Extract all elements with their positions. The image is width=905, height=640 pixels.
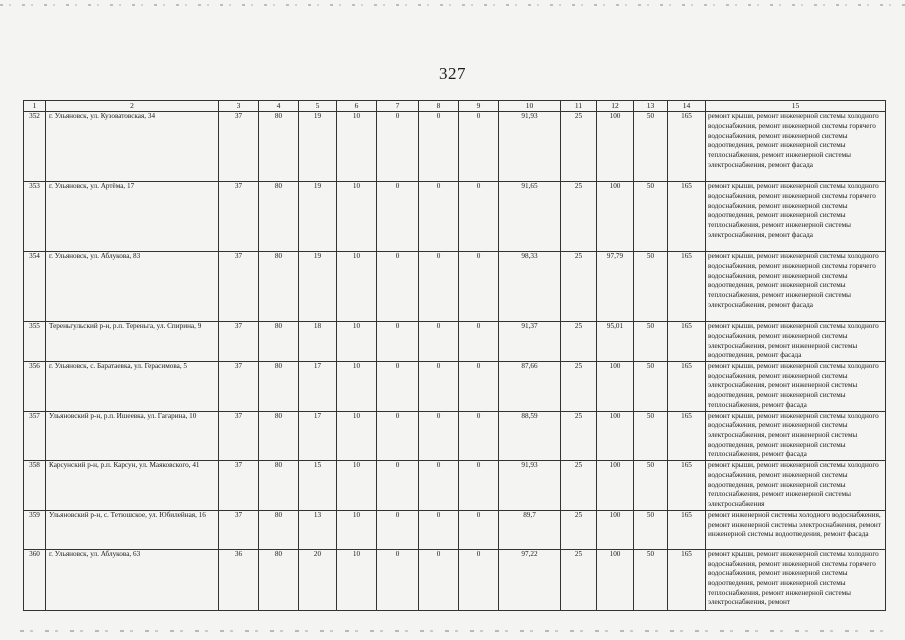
works-cell: ремонт крыши, ремонт инженерной системы холодного водоснабжения, ремонт инженерной системы горячего водоснабжения, ремонт инженерной системы водоотведения, ремонт инженерной системы теплоснабжения, ремонт инженерной системы электроснабжения, ремонт фасада <box>706 182 886 252</box>
works-cell: ремонт крыши, ремонт инженерной системы холодного водоснабжения, ремонт инженерной системы электроснабжения, ремонт инженерной системы водоотведения, ремонт инженерной системы теплоснабжения, ремонт фасада <box>706 362 886 412</box>
value-cell: 37 <box>219 461 259 511</box>
registry-table <box>23 100 886 611</box>
column-header: 5 <box>299 101 337 112</box>
value-cell: 0 <box>459 112 499 182</box>
value-cell: 165 <box>668 411 706 461</box>
value-cell: 91,37 <box>499 322 561 362</box>
column-header: 4 <box>259 101 299 112</box>
page-number: 327 <box>439 64 466 83</box>
value-cell: 100 <box>597 362 634 412</box>
table-row <box>24 182 886 252</box>
column-header: 9 <box>459 101 499 112</box>
value-cell: 17 <box>299 411 337 461</box>
table-row <box>24 322 886 362</box>
value-cell: 80 <box>259 252 299 322</box>
value-cell: 165 <box>668 322 706 362</box>
value-cell: 25 <box>561 112 597 182</box>
value-cell: 100 <box>597 549 634 610</box>
value-cell: 0 <box>419 549 459 610</box>
value-cell: 0 <box>459 182 499 252</box>
column-header: 11 <box>561 101 597 112</box>
value-cell: 10 <box>337 362 377 412</box>
value-cell: 50 <box>634 322 668 362</box>
value-cell: 89,7 <box>499 510 561 549</box>
value-cell: 165 <box>668 549 706 610</box>
value-cell: 20 <box>299 549 337 610</box>
value-cell: 50 <box>634 510 668 549</box>
value-cell: 37 <box>219 182 259 252</box>
row-number: 353 <box>24 182 46 252</box>
value-cell: 0 <box>419 182 459 252</box>
value-cell: 100 <box>597 411 634 461</box>
column-header: 10 <box>499 101 561 112</box>
table-row <box>24 461 886 511</box>
table-row <box>24 112 886 182</box>
value-cell: 15 <box>299 461 337 511</box>
column-header: 12 <box>597 101 634 112</box>
value-cell: 0 <box>377 112 419 182</box>
works-cell: ремонт крыши, ремонт инженерной системы холодного водоснабжения, ремонт инженерной системы горячего водоснабжения, ремонт инженерной системы водоотведения, ремонт инженерной системы теплоснабжения, ремонт инженерной системы электроснабжения, ремонт <box>706 549 886 610</box>
value-cell: 19 <box>299 112 337 182</box>
column-header: 3 <box>219 101 259 112</box>
column-number-row <box>24 101 886 112</box>
value-cell: 10 <box>337 112 377 182</box>
value-cell: 50 <box>634 252 668 322</box>
row-number: 359 <box>24 510 46 549</box>
value-cell: 80 <box>259 549 299 610</box>
row-number: 354 <box>24 252 46 322</box>
row-number: 357 <box>24 411 46 461</box>
value-cell: 37 <box>219 510 259 549</box>
value-cell: 97,22 <box>499 549 561 610</box>
value-cell: 97,79 <box>597 252 634 322</box>
row-number: 358 <box>24 461 46 511</box>
value-cell: 0 <box>459 322 499 362</box>
works-cell: ремонт крыши, ремонт инженерной системы холодного водоснабжения, ремонт инженерной системы электроснабжения, ремонт инженерной системы водоотведения, ремонт фасада <box>706 322 886 362</box>
value-cell: 25 <box>561 549 597 610</box>
value-cell: 36 <box>219 549 259 610</box>
works-cell: ремонт инженерной системы холодного водоснабжения, ремонт инженерной системы электроснабжения, ремонт инженерной системы водоотведения, ремонт фасада <box>706 510 886 549</box>
value-cell: 80 <box>259 112 299 182</box>
value-cell: 17 <box>299 362 337 412</box>
column-header: 2 <box>46 101 219 112</box>
value-cell: 0 <box>419 112 459 182</box>
value-cell: 50 <box>634 461 668 511</box>
value-cell: 165 <box>668 510 706 549</box>
works-cell: ремонт крыши, ремонт инженерной системы холодного водоснабжения, ремонт инженерной системы электроснабжения, ремонт инженерной системы водоотведения, ремонт инженерной системы теплоснабжения, ремонт фасада <box>706 411 886 461</box>
value-cell: 0 <box>419 411 459 461</box>
address-cell: г. Ульяновск, ул. Кузоватовская, 34 <box>46 112 219 182</box>
value-cell: 165 <box>668 112 706 182</box>
value-cell: 0 <box>459 510 499 549</box>
value-cell: 0 <box>459 362 499 412</box>
value-cell: 10 <box>337 411 377 461</box>
value-cell: 0 <box>377 510 419 549</box>
column-header: 6 <box>337 101 377 112</box>
value-cell: 10 <box>337 549 377 610</box>
address-cell: г. Ульяновск, с. Баратаевка, ул. Герасимова, 5 <box>46 362 219 412</box>
value-cell: 37 <box>219 112 259 182</box>
value-cell: 25 <box>561 411 597 461</box>
works-cell: ремонт крыши, ремонт инженерной системы холодного водоснабжения, ремонт инженерной системы горячего водоснабжения, ремонт инженерной системы водоотведения, ремонт инженерной системы теплоснабжения, ремонт инженерной системы электроснабжения, ремонт фасада <box>706 112 886 182</box>
value-cell: 25 <box>561 252 597 322</box>
value-cell: 0 <box>459 461 499 511</box>
value-cell: 100 <box>597 112 634 182</box>
works-cell: ремонт крыши, ремонт инженерной системы холодного водоснабжения, ремонт инженерной системы водоотведения, ремонт инженерной системы теплоснабжения, ремонт инженерной системы электроснабжения <box>706 461 886 511</box>
value-cell: 80 <box>259 322 299 362</box>
column-header: 13 <box>634 101 668 112</box>
table-row <box>24 252 886 322</box>
address-cell: Ульяновский р-н, с. Тетюшское, ул. Юбилейная, 16 <box>46 510 219 549</box>
value-cell: 0 <box>377 461 419 511</box>
value-cell: 0 <box>459 252 499 322</box>
value-cell: 0 <box>419 510 459 549</box>
value-cell: 0 <box>377 411 419 461</box>
column-header: 7 <box>377 101 419 112</box>
address-cell: Карсунский р-н, р.п. Карсун, ул. Маяковского, 41 <box>46 461 219 511</box>
table-row <box>24 362 886 412</box>
works-cell: ремонт крыши, ремонт инженерной системы холодного водоснабжения, ремонт инженерной системы горячего водоснабжения, ремонт инженерной системы водоотведения, ремонт инженерной системы теплоснабжения, ремонт инженерной системы электроснабжения, ремонт фасада <box>706 252 886 322</box>
value-cell: 0 <box>419 252 459 322</box>
value-cell: 19 <box>299 182 337 252</box>
value-cell: 80 <box>259 362 299 412</box>
column-header: 14 <box>668 101 706 112</box>
value-cell: 37 <box>219 411 259 461</box>
value-cell: 165 <box>668 362 706 412</box>
value-cell: 25 <box>561 362 597 412</box>
value-cell: 37 <box>219 362 259 412</box>
value-cell: 0 <box>419 322 459 362</box>
value-cell: 80 <box>259 182 299 252</box>
value-cell: 10 <box>337 252 377 322</box>
row-number: 355 <box>24 322 46 362</box>
address-cell: г. Ульяновск, ул. Аблукова, 83 <box>46 252 219 322</box>
column-header: 15 <box>706 101 886 112</box>
value-cell: 0 <box>377 549 419 610</box>
value-cell: 10 <box>337 322 377 362</box>
row-number: 360 <box>24 549 46 610</box>
value-cell: 88,59 <box>499 411 561 461</box>
value-cell: 25 <box>561 182 597 252</box>
table-row <box>24 549 886 610</box>
value-cell: 0 <box>377 362 419 412</box>
value-cell: 19 <box>299 252 337 322</box>
value-cell: 0 <box>377 182 419 252</box>
value-cell: 10 <box>337 182 377 252</box>
value-cell: 165 <box>668 252 706 322</box>
column-header: 8 <box>419 101 459 112</box>
value-cell: 80 <box>259 510 299 549</box>
address-cell: Ульяновский р-н, р.п. Ишеевка, ул. Гагарина, 10 <box>46 411 219 461</box>
value-cell: 18 <box>299 322 337 362</box>
address-cell: г. Ульяновск, ул. Аблукова, 63 <box>46 549 219 610</box>
value-cell: 0 <box>419 461 459 511</box>
value-cell: 165 <box>668 461 706 511</box>
value-cell: 50 <box>634 112 668 182</box>
value-cell: 80 <box>259 461 299 511</box>
address-cell: г. Ульяновск, ул. Артёма, 17 <box>46 182 219 252</box>
value-cell: 37 <box>219 322 259 362</box>
row-number: 356 <box>24 362 46 412</box>
value-cell: 25 <box>561 461 597 511</box>
value-cell: 25 <box>561 322 597 362</box>
row-number: 352 <box>24 112 46 182</box>
value-cell: 37 <box>219 252 259 322</box>
value-cell: 165 <box>668 182 706 252</box>
value-cell: 0 <box>377 252 419 322</box>
value-cell: 80 <box>259 411 299 461</box>
column-header: 1 <box>24 101 46 112</box>
value-cell: 0 <box>459 549 499 610</box>
scan-edge-bottom <box>20 630 885 632</box>
value-cell: 100 <box>597 461 634 511</box>
value-cell: 87,66 <box>499 362 561 412</box>
value-cell: 100 <box>597 510 634 549</box>
address-cell: Тереньгульский р-н, р.п. Тереньга, ул. Спирина, 9 <box>46 322 219 362</box>
value-cell: 91,93 <box>499 461 561 511</box>
value-cell: 95,01 <box>597 322 634 362</box>
value-cell: 50 <box>634 549 668 610</box>
value-cell: 10 <box>337 461 377 511</box>
table-row <box>24 411 886 461</box>
value-cell: 91,65 <box>499 182 561 252</box>
table-row <box>24 510 886 549</box>
value-cell: 0 <box>419 362 459 412</box>
value-cell: 91,93 <box>499 112 561 182</box>
value-cell: 13 <box>299 510 337 549</box>
value-cell: 10 <box>337 510 377 549</box>
value-cell: 100 <box>597 182 634 252</box>
value-cell: 25 <box>561 510 597 549</box>
value-cell: 50 <box>634 362 668 412</box>
value-cell: 50 <box>634 411 668 461</box>
value-cell: 0 <box>377 322 419 362</box>
value-cell: 98,33 <box>499 252 561 322</box>
value-cell: 50 <box>634 182 668 252</box>
value-cell: 0 <box>459 411 499 461</box>
scan-edge-top <box>0 4 905 6</box>
